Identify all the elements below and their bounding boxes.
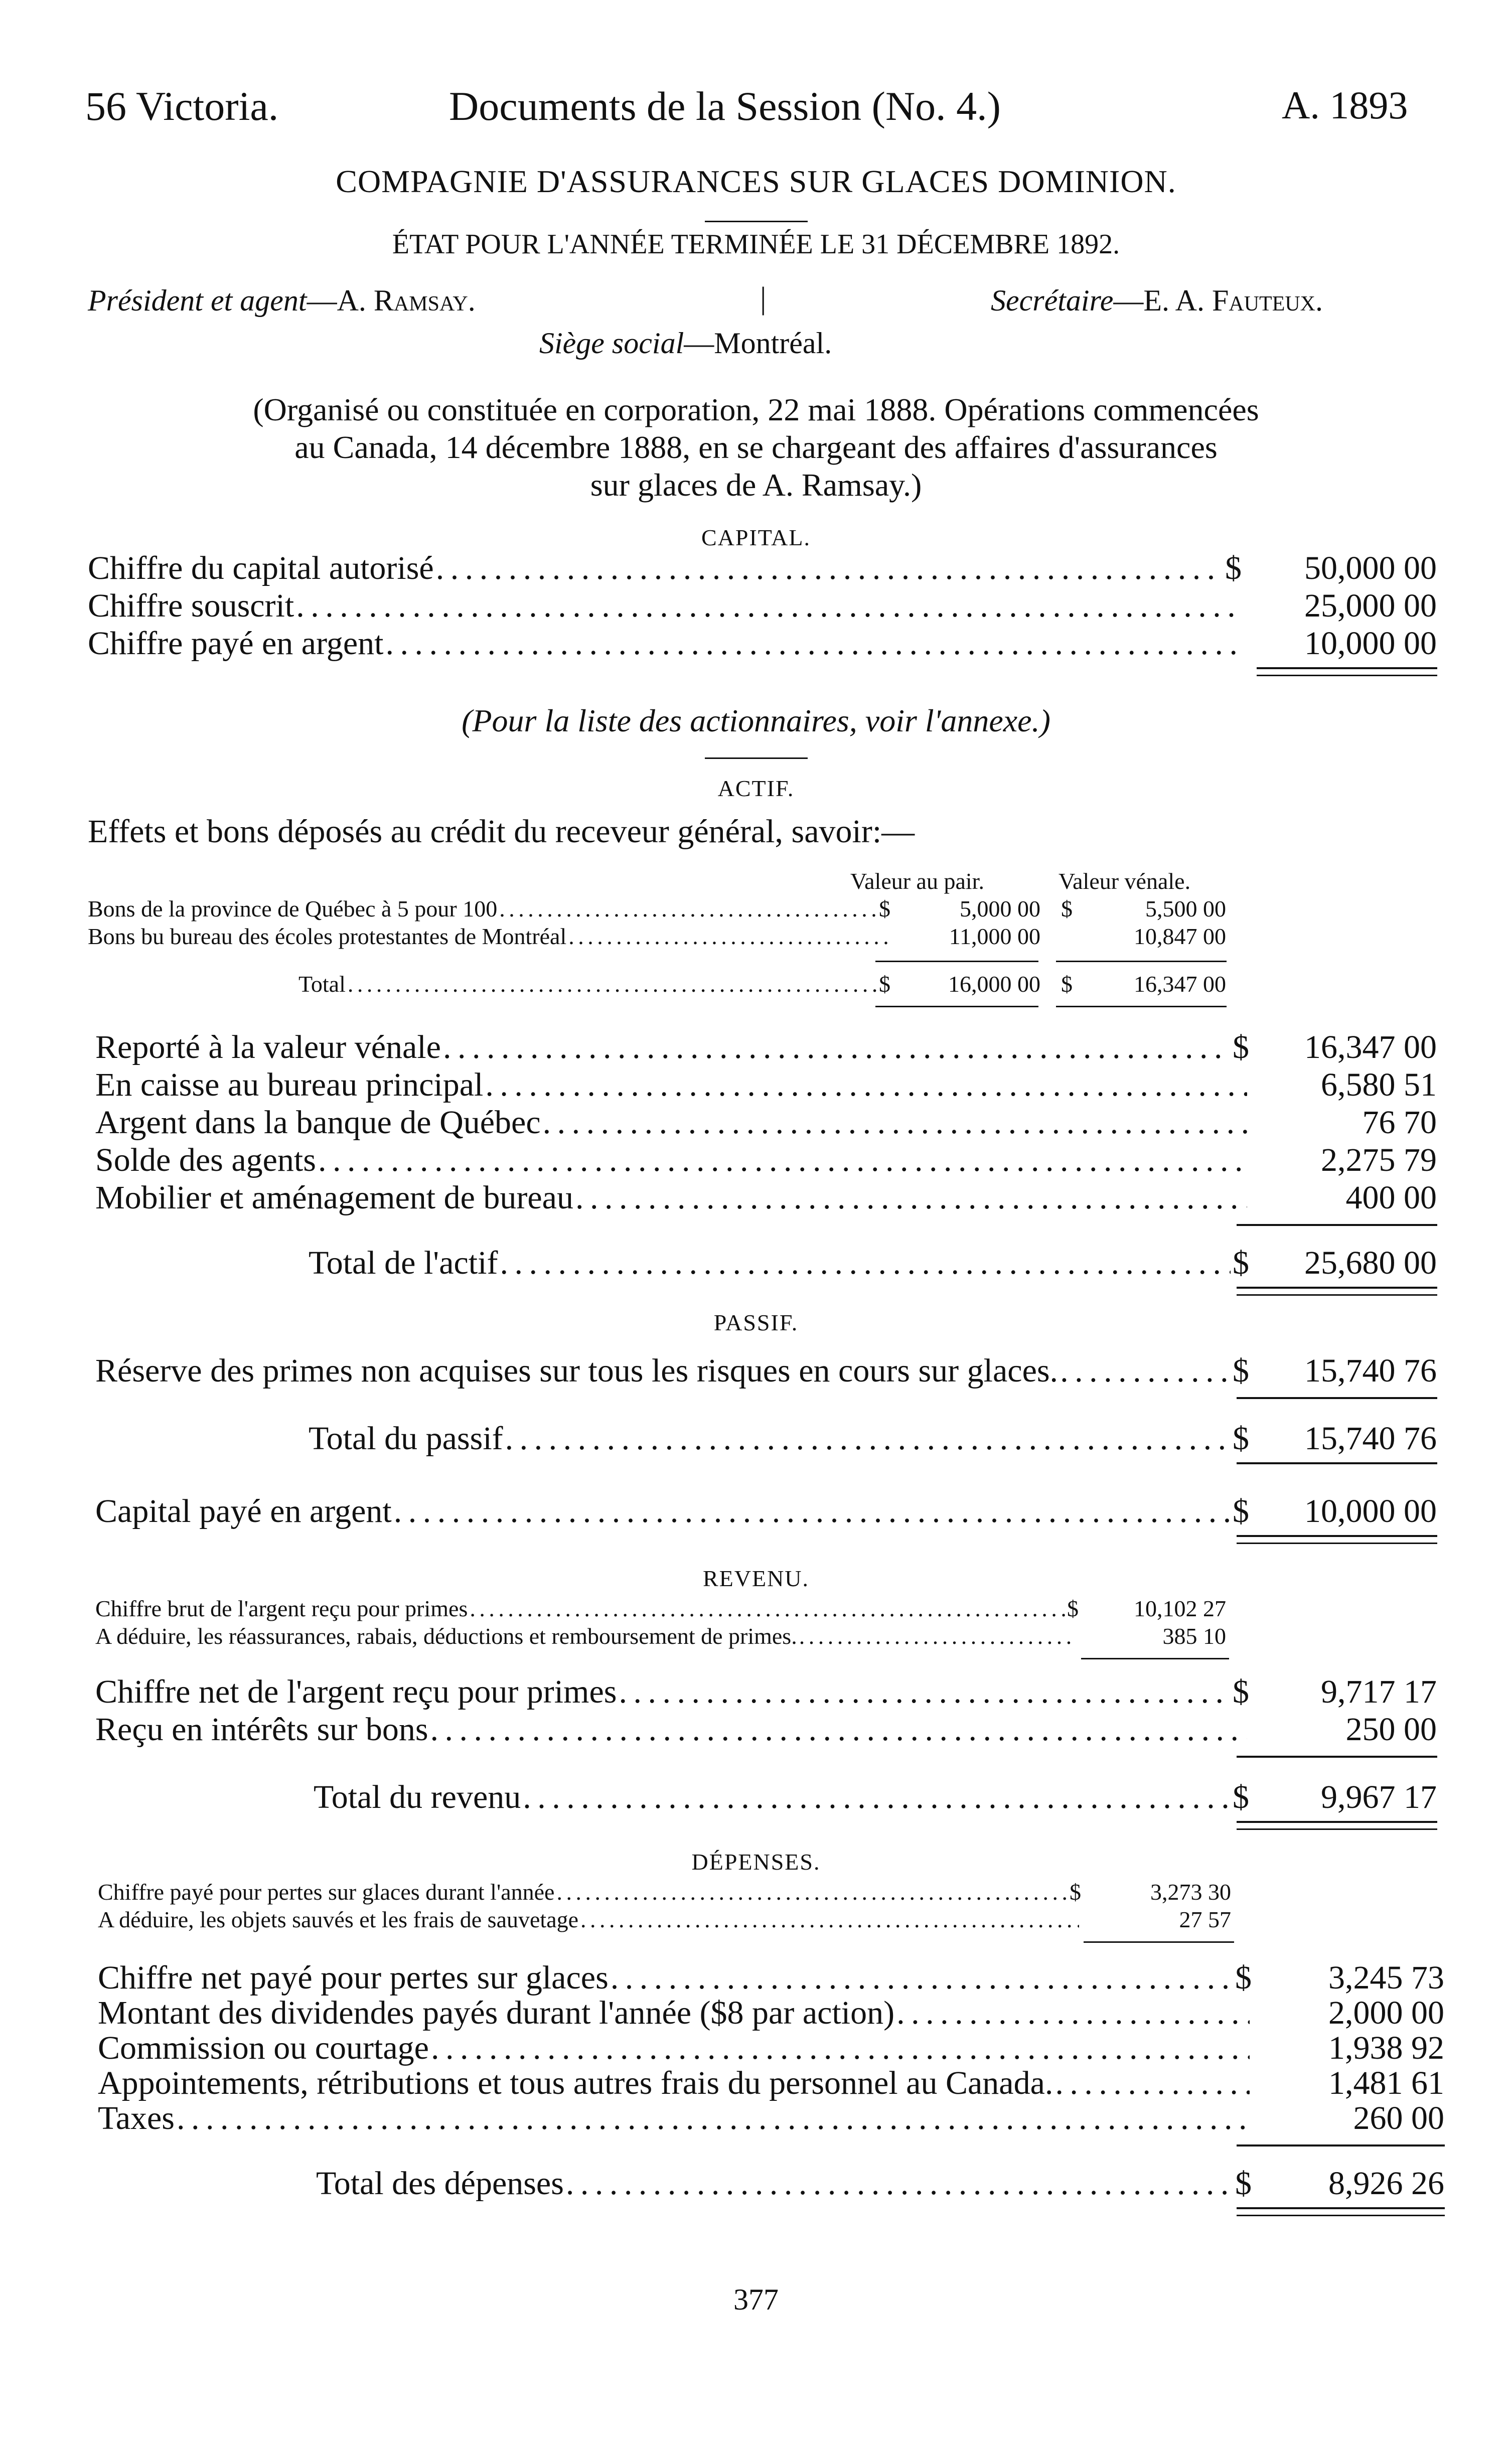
leader-dots xyxy=(619,1673,1231,1711)
leader-dots xyxy=(1060,1352,1231,1390)
total-rule xyxy=(1257,667,1437,669)
currency-sign: $ xyxy=(1233,1779,1249,1815)
president-line xyxy=(88,283,476,318)
subtotal-rule xyxy=(1056,961,1227,962)
revenu-row xyxy=(95,1673,1249,1711)
capital-row-label: Chiffre payé en argent xyxy=(88,625,384,662)
leader-dots xyxy=(394,1492,1231,1530)
revenu-heading: REVENU. xyxy=(702,1566,810,1591)
president-name: —A. Ramsay. xyxy=(307,284,476,317)
total-rule xyxy=(1237,1294,1437,1296)
leader-dots xyxy=(799,1623,1077,1649)
president-role: Président et agent xyxy=(88,284,307,317)
currency-sign: $ xyxy=(1233,1493,1249,1529)
actif-row xyxy=(95,1179,1249,1217)
leader-dots xyxy=(611,1959,1233,1997)
leader-dots xyxy=(443,1028,1231,1066)
header-right: A. 1893 xyxy=(1282,83,1408,127)
leader-dots xyxy=(296,587,1240,625)
depenses-heading: DÉPENSES. xyxy=(691,1849,821,1875)
passif-row-label: Réserve des primes non acquises sur tous les risques en cours sur glaces. xyxy=(95,1352,1059,1389)
leader-dots xyxy=(1055,2064,1250,2102)
page-number: 377 xyxy=(733,2283,779,2316)
siege-name: —Montréal. xyxy=(684,327,832,360)
depenses-gross-amount: 27 57 xyxy=(1179,1907,1231,1932)
actif-row-label: Solde des agents xyxy=(95,1142,316,1178)
passif-total-amount: 15,740 76 xyxy=(1304,1420,1437,1457)
actif-total-label: Total de l'actif xyxy=(309,1245,498,1281)
revenu-gross-label: Chiffre brut de l'argent reçu pour primes xyxy=(95,1596,468,1621)
leader-dots xyxy=(499,895,877,922)
revenu-gross-amount: 385 10 xyxy=(1162,1623,1226,1649)
bond-row xyxy=(88,923,890,950)
depenses-total-row xyxy=(316,2165,1252,2203)
capital-row xyxy=(88,587,1242,625)
bond-label: Bons bu bureau des écoles protestantes de Montréal xyxy=(88,924,567,949)
total-rule xyxy=(1056,1006,1227,1007)
depenses-gross-label: A déduire, les objets sauvés et les frais de sauvetage xyxy=(98,1907,579,1932)
subtotal-rule xyxy=(875,961,1038,962)
capital-heading: CAPITAL. xyxy=(701,525,811,550)
bonds-total-venale: 16,347 00 xyxy=(1134,971,1226,997)
currency-sign: $ xyxy=(1225,550,1242,586)
depenses-row-amount: 2,000 00 xyxy=(1328,1994,1444,2031)
total-rule xyxy=(1237,1535,1437,1537)
leader-dots xyxy=(543,1104,1247,1142)
revenu-row xyxy=(95,1711,1249,1749)
revenu-row-label: Chiffre net de l'argent reçu pour primes xyxy=(95,1673,617,1710)
bond-pair-value: 5,000 00 xyxy=(960,896,1040,922)
actif-total-amount: 25,680 00 xyxy=(1304,1245,1437,1281)
officer-separator: | xyxy=(760,281,767,316)
actif-row xyxy=(95,1104,1249,1142)
bond-pair-value: 11,000 00 xyxy=(949,924,1040,949)
subtotal-rule xyxy=(1237,1397,1437,1399)
currency-sign: $ xyxy=(1233,1673,1249,1710)
header-left: 56 Victoria. xyxy=(85,83,279,129)
leader-dots xyxy=(896,1994,1250,2032)
bond-row xyxy=(88,895,890,922)
actif-row-amount: 400 00 xyxy=(1345,1179,1437,1216)
depenses-gross-amount: 3,273 30 xyxy=(1150,1879,1231,1905)
capital-paid-label: Capital payé en argent xyxy=(95,1493,392,1529)
depenses-row-label: Montant des dividendes payés durant l'année ($8 par action) xyxy=(98,1994,895,2031)
subtotal-rule xyxy=(1084,1941,1234,1943)
depenses-gross-row xyxy=(98,1879,1081,1905)
currency-sign: $ xyxy=(879,971,890,997)
header-center: Documents de la Session (No. 4.) xyxy=(449,83,1001,129)
depenses-row-label: Commission ou courtage xyxy=(98,2030,429,2066)
bond-venale-value: 5,500 00 xyxy=(1145,896,1226,922)
depenses-row-label: Taxes xyxy=(98,2100,175,2136)
section-divider xyxy=(705,757,808,759)
currency-sign: $ xyxy=(879,896,890,922)
siege-line xyxy=(539,326,832,361)
capital-row xyxy=(88,549,1242,587)
leader-dots xyxy=(177,2099,1250,2137)
total-rule xyxy=(1237,1462,1437,1464)
subtotal-rule xyxy=(1237,1756,1437,1758)
leader-dots xyxy=(580,1906,1079,1933)
revenu-gross-label: A déduire, les réassurances, rabais, déductions et remboursement de primes. xyxy=(95,1623,797,1649)
leader-dots xyxy=(523,1778,1231,1816)
total-rule xyxy=(1237,1821,1437,1823)
depenses-gross-label: Chiffre payé pour pertes sur glaces durant l'année xyxy=(98,1879,555,1905)
statement-subtitle: ÉTAT POUR L'ANNÉE TERMINÉE LE 31 DÉCEMBRE 1892. xyxy=(392,229,1120,260)
organisation-line-1: (Organisé ou constituée en corporation, 22 mai 1888. Opérations commencées xyxy=(253,392,1259,427)
currency-sign: $ xyxy=(1233,1420,1249,1457)
leader-dots xyxy=(485,1066,1247,1104)
depenses-total-amount: 8,926 26 xyxy=(1328,2165,1444,2202)
revenu-gross-amount: 10,102 27 xyxy=(1134,1596,1226,1621)
col-header-venale: Valeur vénale. xyxy=(1059,868,1191,894)
leader-dots xyxy=(568,923,888,950)
leader-dots xyxy=(386,625,1240,663)
currency-sign: $ xyxy=(1233,1352,1249,1389)
depenses-row xyxy=(98,1959,1252,1997)
leader-dots xyxy=(430,1711,1247,1749)
subtotal-rule xyxy=(1237,2144,1445,2146)
subtotal-rule xyxy=(1081,1658,1229,1659)
actif-row xyxy=(95,1028,1249,1066)
depenses-gross-row xyxy=(98,1906,1081,1933)
currency-sign: $ xyxy=(1061,971,1073,997)
secretary-name: —E. A. Fauteux. xyxy=(1113,284,1323,317)
leader-dots xyxy=(505,1420,1231,1458)
leader-dots xyxy=(348,971,877,997)
revenu-total-amount: 9,967 17 xyxy=(1321,1779,1437,1815)
revenu-gross-row xyxy=(95,1623,1079,1649)
subtotal-rule xyxy=(1237,1224,1437,1226)
bonds-total-label: Total xyxy=(298,971,346,997)
capital-paid-row xyxy=(95,1492,1249,1530)
total-rule xyxy=(875,1006,1038,1007)
actif-row-amount: 6,580 51 xyxy=(1321,1066,1437,1103)
depenses-row-label: Chiffre net payé pour pertes sur glaces xyxy=(98,1959,609,1996)
organisation-line-2: au Canada, 14 décembre 1888, en se chargeant des affaires d'assurances xyxy=(294,429,1218,465)
currency-sign: $ xyxy=(1067,1596,1079,1621)
actif-row-amount: 2,275 79 xyxy=(1321,1142,1437,1178)
leader-dots xyxy=(500,1244,1231,1282)
currency-sign: $ xyxy=(1235,2165,1252,2202)
bonds-total-row xyxy=(298,971,890,997)
capital-row-amount: 25,000 00 xyxy=(1304,587,1437,624)
depenses-row-label: Appointements, rétributions et tous autres frais du personnel au Canada. xyxy=(98,2065,1053,2101)
actif-row-amount: 16,347 00 xyxy=(1304,1029,1437,1065)
bond-label: Bons de la province de Québec à 5 pour 100 xyxy=(88,896,498,922)
leader-dots xyxy=(566,2165,1233,2203)
revenu-gross-row xyxy=(95,1595,1079,1622)
leader-dots xyxy=(556,1879,1068,1905)
bonds-total-pair: 16,000 00 xyxy=(948,971,1040,997)
total-rule xyxy=(1237,1828,1437,1830)
currency-sign: $ xyxy=(1061,896,1073,922)
revenu-total-label: Total du revenu xyxy=(314,1779,521,1815)
passif-row xyxy=(95,1352,1249,1390)
actif-row-label: Argent dans la banque de Québec xyxy=(95,1104,541,1141)
col-header-pair: Valeur au pair. xyxy=(850,868,984,894)
organisation-line-3: sur glaces de A. Ramsay.) xyxy=(590,467,922,503)
capital-row-label: Chiffre du capital autorisé xyxy=(88,550,434,586)
revenu-row-amount: 9,717 17 xyxy=(1321,1673,1437,1710)
siege-role: Siège social xyxy=(539,327,684,360)
depenses-row xyxy=(98,1994,1252,2032)
company-title: COMPAGNIE D'ASSURANCES SUR GLACES DOMINION. xyxy=(336,164,1176,199)
actif-intro: Effets et bons déposés au crédit du receveur général, savoir:— xyxy=(88,813,915,850)
actif-row-amount: 76 70 xyxy=(1362,1104,1437,1141)
capital-row xyxy=(88,625,1242,663)
actif-heading: ACTIF. xyxy=(717,776,795,801)
leader-dots xyxy=(318,1141,1247,1179)
total-rule xyxy=(1237,2215,1445,2216)
leader-dots xyxy=(436,549,1223,587)
secretary-line xyxy=(991,283,1323,318)
currency-sign: $ xyxy=(1233,1029,1249,1065)
total-rule xyxy=(1257,675,1437,676)
revenu-row-amount: 250 00 xyxy=(1345,1711,1437,1748)
secretary-role: Secrétaire xyxy=(991,284,1114,317)
depenses-row-amount: 3,245 73 xyxy=(1328,1959,1444,1996)
actif-total-row xyxy=(309,1244,1249,1282)
actif-row-label: Reporté à la valeur vénale xyxy=(95,1029,441,1065)
shareholders-note: (Pour la liste des actionnaires, voir l'annexe.) xyxy=(462,703,1050,738)
actif-row-label: Mobilier et aménagement de bureau xyxy=(95,1179,573,1216)
total-rule xyxy=(1237,1543,1437,1544)
revenu-total-row xyxy=(314,1778,1249,1816)
passif-total-label: Total du passif xyxy=(309,1420,503,1457)
actif-row-label: En caisse au bureau principal xyxy=(95,1066,484,1103)
leader-dots xyxy=(575,1179,1247,1217)
currency-sign: $ xyxy=(1235,1959,1252,1996)
currency-sign: $ xyxy=(1070,1879,1081,1905)
revenu-row-label: Reçu en intérêts sur bons xyxy=(95,1711,428,1748)
leader-dots xyxy=(470,1595,1065,1622)
depenses-row-amount: 1,481 61 xyxy=(1328,2065,1444,2101)
capital-row-label: Chiffre souscrit xyxy=(88,587,294,624)
leader-dots xyxy=(431,2029,1250,2067)
depenses-row-amount: 260 00 xyxy=(1353,2100,1444,2136)
total-rule xyxy=(1237,2207,1445,2209)
capital-paid-amount: 10,000 00 xyxy=(1304,1493,1437,1529)
actif-row xyxy=(95,1141,1249,1179)
capital-row-amount: 50,000 00 xyxy=(1304,550,1437,586)
depenses-row xyxy=(98,2029,1252,2067)
passif-heading: PASSIF. xyxy=(713,1310,799,1335)
bond-venale-value: 10,847 00 xyxy=(1134,924,1226,949)
depenses-row xyxy=(98,2099,1252,2137)
currency-sign: $ xyxy=(1233,1245,1249,1281)
total-rule xyxy=(1237,1287,1437,1289)
title-divider xyxy=(705,221,808,222)
capital-row-amount: 10,000 00 xyxy=(1304,625,1437,662)
depenses-total-label: Total des dépenses xyxy=(316,2165,564,2202)
passif-row-amount: 15,740 76 xyxy=(1304,1352,1437,1389)
actif-row xyxy=(95,1066,1249,1104)
passif-total-row xyxy=(309,1420,1249,1458)
depenses-row xyxy=(98,2064,1252,2102)
depenses-row-amount: 1,938 92 xyxy=(1328,2030,1444,2066)
